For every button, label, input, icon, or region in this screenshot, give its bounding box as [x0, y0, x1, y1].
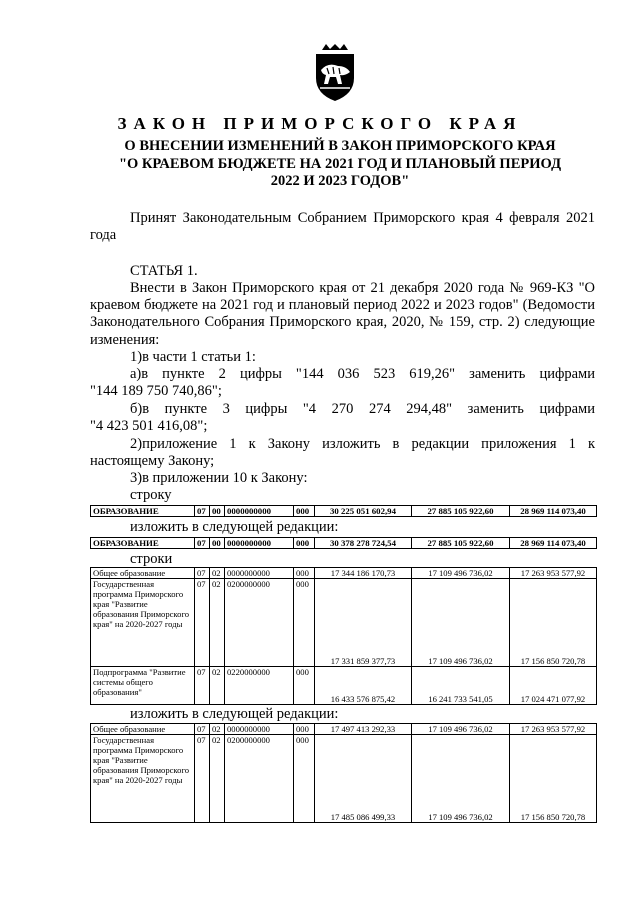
- replace-label-2: изложить в следующей редакции:: [130, 706, 339, 722]
- table-row: Государственная программа Приморского края "Развитие образования Приморского края" на 2020-2027 годы 07 02 0200000000 000 17 485 086 499,33 17 109 496 736,02 17 156 850 720,78: [91, 735, 597, 823]
- rows-label: строки: [130, 551, 173, 567]
- table-old-education: [90, 505, 597, 517]
- adopted-text: Принят Законодательным Собранием Приморского края 4 февраля 2021 года: [90, 210, 595, 244]
- article-heading: СТАТЬЯ 1.: [130, 263, 198, 279]
- item-2-line2: настоящему Закону;: [90, 453, 215, 469]
- table-row: Государственная программа Приморского края "Развитие образования Приморского края" на 2020-2027 годы 07 02 0200000000 000 17 331 859 377,73 17 109 496 736,02 17 156 850 720,78: [91, 579, 597, 667]
- item-1: 1)в части 1 статьи 1:: [130, 349, 256, 365]
- table-row: ОБРАЗОВАНИЕ 07 00 0000000000 000 30 225 051 602,94 27 885 105 922,60 28 969 114 073,40: [91, 506, 597, 517]
- table-row: Общее образование 07 02 0000000000 000 17 344 186 170,73 17 109 496 736,02 17 263 953 577,92: [91, 568, 597, 579]
- law-subtitle: О ВНЕСЕНИИ ИЗМЕНЕНИЙ В ЗАКОН ПРИМОРСКОГО КРАЯ "О КРАЕВОМ БЮДЖЕТЕ НА 2021 ГОД И ПЛАНОВЫЙ ПЕРИОД 2022 И 2023 ГОДОВ": [118, 138, 562, 189]
- table-row: Подпрограмма "Развитие системы общего образования" 07 02 0220000000 000 16 433 576 875,42 16 241 733 541,05 17 024 471 077,92: [91, 667, 597, 705]
- item-1a-line2: "144 189 750 740,86";: [90, 383, 222, 399]
- replace-label: изложить в следующей редакции:: [130, 519, 339, 535]
- row-label: строку: [130, 487, 172, 503]
- item-3: 3)в приложении 10 к Закону:: [130, 470, 308, 486]
- table-new-rows: [90, 723, 597, 823]
- item-1b-line2: "4 423 501 416,08";: [90, 418, 208, 434]
- article-intro: Внести в Закон Приморского края от 21 декабря 2020 года № 969-КЗ "О краевом бюджете на 2021 год и плановый период 2022 и 2023 годов" (Ведомости Законодательного Собрания Приморского края, 2020, № 159, стр. 2) следующие изменения:: [90, 280, 595, 348]
- table-old-rows: [90, 567, 597, 705]
- item-1a-line1: а)в пункте 2 цифры "144 036 523 619,26" заменить цифрами: [130, 366, 595, 382]
- law-title: ЗАКОН ПРИМОРСКОГО КРАЯ: [117, 114, 523, 133]
- table-new-education: [90, 537, 597, 549]
- item-2-line1: 2)приложение 1 к Закону изложить в редакции приложения 1 к: [130, 436, 595, 452]
- coat-of-arms-icon: [312, 44, 358, 102]
- table-row: ОБРАЗОВАНИЕ 07 00 0000000000 000 30 378 278 724,54 27 885 105 922,60 28 969 114 073,40: [91, 538, 597, 549]
- item-1b-line1: б)в пункте 3 цифры "4 270 274 294,48" заменить цифрами: [130, 401, 595, 417]
- table-row: Общее образование 07 02 0000000000 000 17 497 413 292,33 17 109 496 736,02 17 263 953 577,92: [91, 724, 597, 735]
